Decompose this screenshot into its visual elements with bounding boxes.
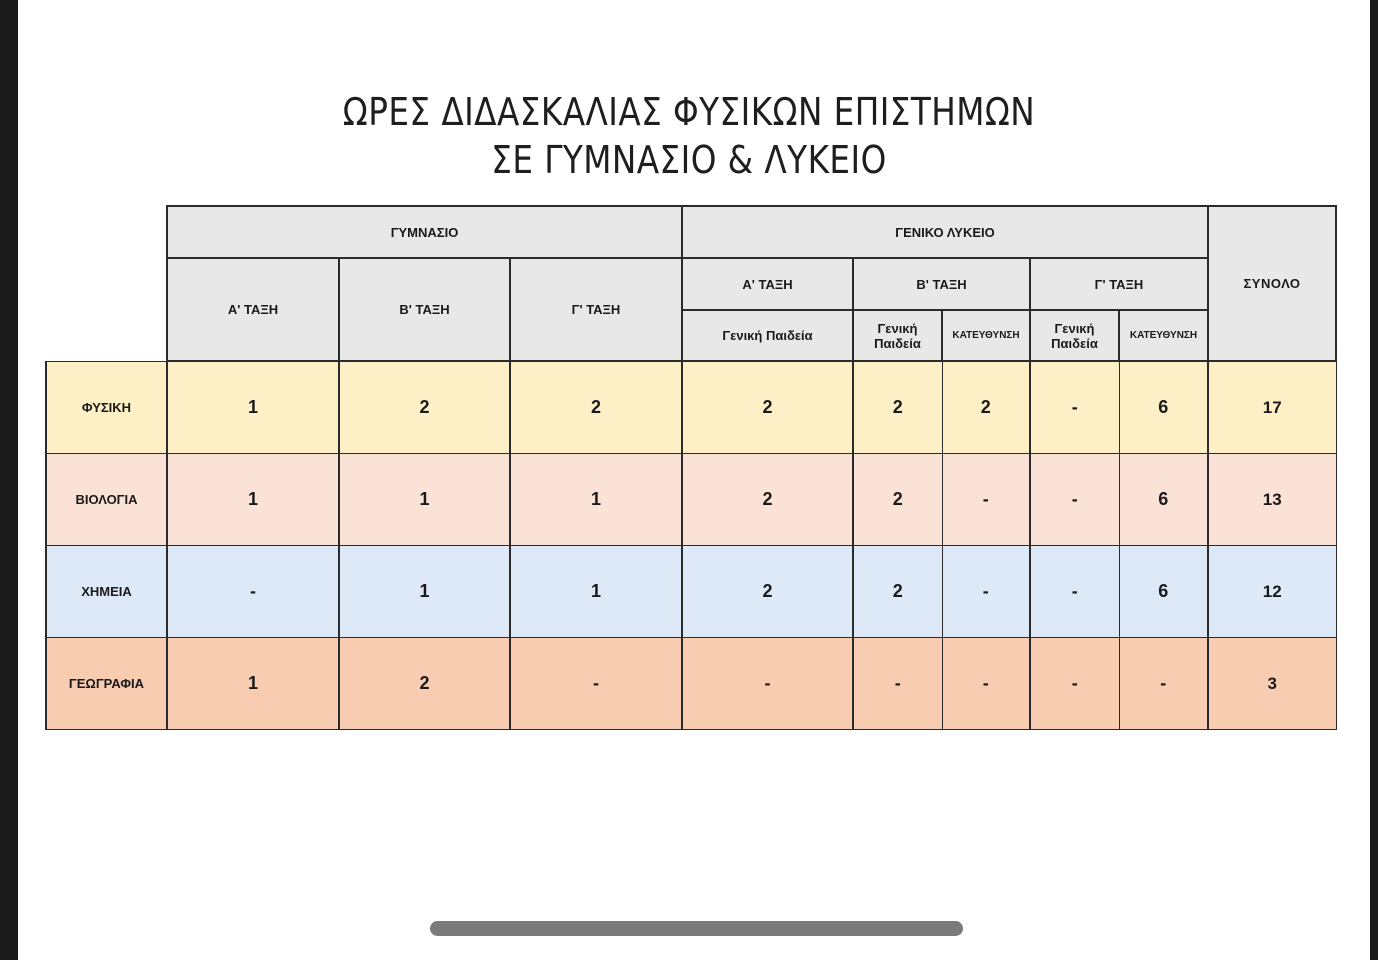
header-lyk-b-stream: ΚΑΤΕΥΘΥΝΣΗ [942,310,1030,361]
value-cell: - [942,546,1030,638]
total-cell: 3 [1208,638,1336,730]
header-gym-class-b: Β' ΤΑΞΗ [339,258,510,361]
value-cell: 2 [682,361,853,454]
header-gymnasio: ΓΥΜΝΑΣΙΟ [167,206,682,258]
value-cell: - [510,638,682,730]
value-cell: 1 [510,454,682,546]
subject-cell: ΓΕΩΓΡΑΦΙΑ [46,638,167,730]
value-cell: - [942,638,1030,730]
right-border [1370,0,1378,960]
value-cell: 2 [853,454,942,546]
value-cell: 1 [167,454,339,546]
value-cell: 1 [339,546,510,638]
value-cell: 2 [853,361,942,454]
value-cell: 2 [853,546,942,638]
value-cell: 2 [682,546,853,638]
table-row [46,546,1336,638]
value-cell: - [1030,546,1119,638]
page-title [96,88,1281,184]
value-cell: - [1030,361,1119,454]
value-cell: 2 [682,454,853,546]
value-cell: - [853,638,942,730]
header-lyk-c-stream: ΚΑΤΕΥΘΥΝΣΗ [1119,310,1208,361]
table-row [46,361,1336,454]
table-row [46,454,1336,546]
value-cell: - [1119,638,1208,730]
horizontal-scrollbar[interactable] [430,921,963,936]
value-cell: 6 [1119,361,1208,454]
table-row [46,638,1336,730]
value-cell: - [682,638,853,730]
value-cell: 6 [1119,454,1208,546]
header-total: ΣΥΝΟΛΟ [1208,206,1336,361]
subject-cell: ΧΗΜΕΙΑ [46,546,167,638]
subject-cell: ΒΙΟΛΟΓΙΑ [46,454,167,546]
total-cell: 13 [1208,454,1336,546]
header-lyk-class-c: Γ' ΤΑΞΗ [1030,258,1208,310]
value-cell: 6 [1119,546,1208,638]
header-lyk-b-general: Γενική Παιδεία [853,310,942,361]
value-cell: 2 [510,361,682,454]
total-cell: 12 [1208,546,1336,638]
header-gym-class-a: Α' ΤΑΞΗ [167,258,339,361]
value-cell: 1 [339,454,510,546]
hours-table [45,205,1337,730]
value-cell: 1 [167,361,339,454]
header-lykeio: ΓΕΝΙΚΟ ΛΥΚΕΙΟ [682,206,1208,258]
header-lyk-a-general: Γενική Παιδεία [682,310,853,361]
value-cell: 1 [510,546,682,638]
header-gym-class-c: Γ' ΤΑΞΗ [510,258,682,361]
header-lyk-c-general: Γενική Παιδεία [1030,310,1119,361]
value-cell: - [1030,638,1119,730]
value-cell: - [1030,454,1119,546]
header-lyk-class-b: Β' ΤΑΞΗ [853,258,1030,310]
header-lyk-class-a: Α' ΤΑΞΗ [682,258,853,310]
left-border [0,0,18,960]
subject-cell: ΦΥΣΙΚΗ [46,361,167,454]
value-cell: 2 [339,361,510,454]
corner-blank [46,206,167,361]
value-cell: - [167,546,339,638]
title-line-2: ΣΕ ΓΥΜΝΑΣΙΟ & ΛΥΚΕΙΟ [491,138,887,182]
title-line-1: ΩΡΕΣ ΔΙΔΑΣΚΑΛΙΑΣ ΦΥΣΙΚΩΝ ΕΠΙΣΤΗΜΩΝ [342,90,1036,134]
value-cell: 2 [339,638,510,730]
value-cell: 1 [167,638,339,730]
value-cell: - [942,454,1030,546]
total-cell: 17 [1208,361,1336,454]
value-cell: 2 [942,361,1030,454]
